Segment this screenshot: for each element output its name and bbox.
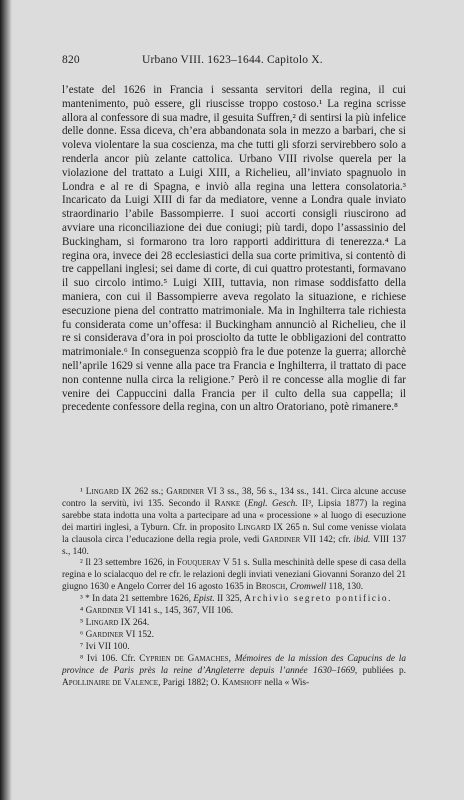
- footnote-marker: ³: [80, 594, 83, 605]
- footnote-3: ³ * In data 21 settembre 1626, Epist. II 325, Archivio segreto pontificio.: [80, 594, 391, 605]
- footnote-marker: ⁸: [80, 653, 84, 664]
- page-number: 820: [62, 54, 80, 66]
- running-title: Urbano VIII. 1623–1644. Capitolo X.: [142, 54, 323, 66]
- footnote-marker: ⁷: [80, 641, 84, 652]
- footnote-marker: ⁶: [80, 629, 84, 640]
- footnote-2: ² Il 23 settembre 1626, in Fouqueray V 51 s. Sulla meschinità delle spese di casa della regina e lo scialacquo del re cfr. le relazioni degli inviati veneziani Giovanni Soranzo del 21 giugno 1630 e Angelo Correr del 16 agosto 1635 in Brosch, Cromwell 118, 130.: [62, 558, 406, 593]
- footnote-1: ¹ Lingard IX 262 ss.; Gardiner VI 3 ss., 38, 56 s., 134 ss., 141. Circa alcune accuse contro la servitù, ivi 135. Secondo il Ranke (Engl. Gesch. II³, Lipsia 1877) la regina sarebbe stata indotta una volta a partecipare ad una « processione » al luogo di esecuzione dei martiri inglesi, a Tyburn. Cfr. in proposito Lingard IX 265 n. Sul come venisse violata la clausola circa l’educazione della regia prole, vedi Gardiner VII 142; cfr. ibid. VIII 137 s., 140.: [62, 487, 407, 557]
- footnote-8: ⁸ Ivi 106. Cfr. Cyprien de Gamaches, Mémoires de la mission des Capucins de la province de Paris près la reine d’Angleterre depuis l’année 1630–1669, publiées p. Apollinaire de Valence, Parigi 1882; O. Kamshoff nella « Wis-: [62, 653, 406, 688]
- footnote-5: ⁵ Lingard IX 264.: [80, 617, 150, 628]
- footnote-marker: ⁵: [80, 617, 84, 628]
- footnotes: [62, 487, 406, 689]
- body-paragraph: l’estate del 1626 in Francia i sessanta servitori della regina, il cui mantenimento, può essere, gli riuscisse troppo costoso.¹ La regina scrisse allora al confessore di sua madre, il gesuita Suffren,² di sentirsi la più infelice delle donne. Essa diceva, ch’era abbandonata sola in mezzo a barbari, che si voleva violentare la sua coscienza, ma che tutti gli sforzi servirebbero solo a renderla ancor più zelante cattolica. Urbano VIII rivolse querela per la violazione del trattato a Luigi XIII, a Richelieu, all’inviato spagnuolo in Londra e al re di Spagna, e inviò alla regina una lettera consolatoria.³ Incaricato da Luigi XIII di far da mediatore, venne a Londra quale inviato straordinario l’abile Bassompierre. I suoi accorti consigli riuscirono ad avviare una riconciliazione dei due coniugi; più tardi, dopo l’assassinio del Buckingham, si formarono tra loro rapporti addirittura di tenerezza.⁴ La regina ora, invece dei 28 ecclesiastici della sua corte primitiva, si contentò di tre cappellani inglesi; sei dame di corte, di cui quattro protestanti, formavano il suo circolo intimo.⁵ Luigi XIII, tuttavia, non rimase soddisfatto della maniera, con cui il Bassompierre aveva regolato la situazione, e richiese esecuzione piena del contratto matrimoniale. Ma in Inghilterra tale richiesta fu considerata come un’offesa: il Buckingham annunciò al Richelieu, che il re si considerava d’ora in poi prosciolto da tutte le obbligazioni del contratto matrimoniale.⁶ In conseguenza scoppiò fra le due potenze la guerra; allorchè nell’aprile 1629 si venne alla pace tra Francia e Inghilterra, il trattato di pace non contenne nulla circa la religione.⁷ Però il re concesse alla moglie di far venire dei Cappuccini dalla Francia per il culto della sua cappella; il precedente confessore della regina, con un altro Oratoriano, potè rimanere.⁸: [62, 84, 406, 414]
- main-text: [62, 84, 406, 415]
- page-gutter-shadow: [0, 0, 12, 800]
- footnote-4: ⁴ Gardiner VI 141 s., 145, 367, VII 106.: [80, 606, 234, 617]
- running-header: [62, 54, 402, 66]
- footnote-7: ⁷ Ivi VII 100.: [80, 641, 130, 652]
- footnote-marker: ¹: [80, 487, 83, 497]
- footnote-marker: ²: [80, 558, 83, 569]
- footnote-6: ⁶ Gardiner VI 152.: [80, 629, 154, 640]
- footnote-marker: ⁴: [80, 606, 84, 617]
